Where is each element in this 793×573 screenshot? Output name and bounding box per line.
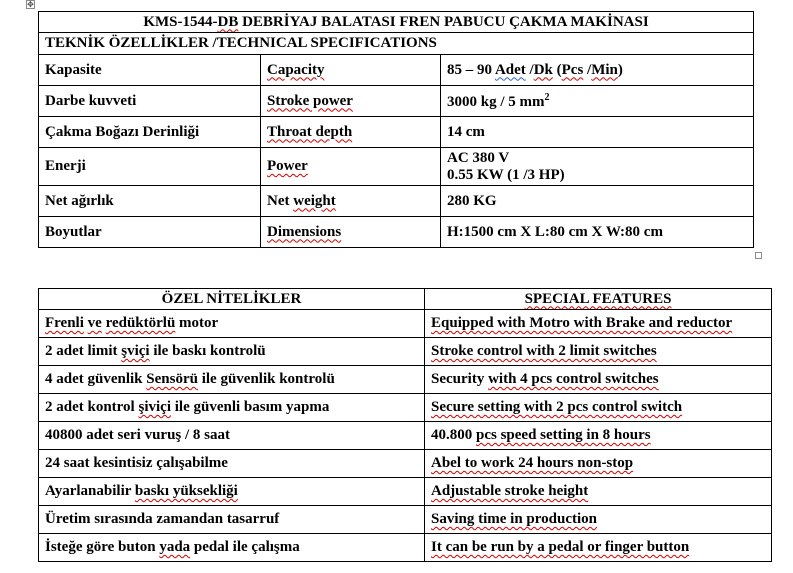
table-row — [39, 55, 754, 86]
feature-tr: Ayarlanabilir baskı yüksekliği — [39, 478, 425, 506]
table-row — [39, 534, 772, 562]
table-row — [39, 394, 772, 422]
table-row — [39, 148, 754, 186]
spec-label-tr: Net ağırlık — [39, 186, 261, 217]
spec-value: 280 KG — [441, 186, 754, 217]
table-row — [39, 506, 772, 534]
features-header-en: SPECIAL FEATURES — [425, 289, 772, 310]
spec-label-en: Throat depth — [261, 117, 441, 148]
table-row — [39, 422, 772, 450]
feature-en: Adjustable stroke height — [425, 478, 772, 506]
spec-value: 3000 kg / 5 $mm^2$ — [441, 86, 754, 117]
spec-label-tr: Çakma Boğazı Derinliği — [39, 117, 261, 148]
table-resize-handle[interactable] — [755, 252, 762, 259]
features-header-tr: ÖZEL NİTELİKLER — [39, 289, 425, 310]
spec-value: AC 380 V 0.55 KW (1 /3 HP) — [441, 148, 754, 186]
feature-tr: 4 adet güvenlik Sensörü ile güvenlik kontrolü — [39, 366, 425, 394]
table-move-handle-icon[interactable]: ✥ — [27, 0, 34, 9]
feature-tr: 24 saat kesintisiz çalışabilme — [39, 450, 425, 478]
spec-value: 14 cm — [441, 117, 754, 148]
feature-tr: 2 adet kontrol şiviçi ile güvenli basım yapma — [39, 394, 425, 422]
specifications-heading: TEKNİK ÖZELLİKLER /TECHNICAL SPECIFICATIONS — [39, 33, 754, 55]
feature-tr: 40800 adet seri vuruş / 8 saat — [39, 422, 425, 450]
spec-value: H:1500 cm X L:80 cm X W:80 cm — [441, 217, 754, 248]
feature-en: Stroke control with 2 limit switches — [425, 338, 772, 366]
feature-en: Saving time in production — [425, 506, 772, 534]
table-row — [39, 86, 754, 117]
feature-tr: Frenli ve redüktörlü motor — [39, 310, 425, 338]
table-row — [39, 117, 754, 148]
table-row — [39, 186, 754, 217]
spec-label-tr: Boyutlar — [39, 217, 261, 248]
spec-label-en: Power — [261, 148, 441, 186]
special-features-table — [38, 288, 772, 562]
spec-label-tr: Enerji — [39, 148, 261, 186]
table-row — [39, 366, 772, 394]
feature-tr: 2 adet limit şviçi ile baskı kontrolü — [39, 338, 425, 366]
spec-label-tr: Darbe kuvveti — [39, 86, 261, 117]
spec-value: 85 – 90 Adet /Dk (Pcs /Min) — [441, 55, 754, 86]
spec-label-en: Capacity — [261, 55, 441, 86]
feature-tr: Üretim sırasında zamandan tasarruf — [39, 506, 425, 534]
table-row — [39, 338, 772, 366]
spec-label-tr: Kapasite — [39, 55, 261, 86]
table-row — [39, 217, 754, 248]
machine-title: KMS-1544-DB DEBRİYAJ BALATASI FREN PABUCU ÇAKMA MAKİNASI — [39, 12, 754, 33]
feature-en: Secure setting with 2 pcs control switch — [425, 394, 772, 422]
feature-tr: İsteğe göre buton yada pedal ile çalışma — [39, 534, 425, 562]
feature-en: Abel to work 24 hours non-stop — [425, 450, 772, 478]
spec-label-en: Net weight — [261, 186, 441, 217]
spec-label-en: Dimensions — [261, 217, 441, 248]
technical-specifications-table — [38, 11, 754, 248]
feature-en: 40.800 pcs speed setting in 8 hours — [425, 422, 772, 450]
table-row — [39, 310, 772, 338]
table-row — [39, 478, 772, 506]
table-row — [39, 450, 772, 478]
feature-en: Security with 4 pcs control switches — [425, 366, 772, 394]
spec-label-en: Stroke power — [261, 86, 441, 117]
feature-en: It can be run by a pedal or finger button — [425, 534, 772, 562]
feature-en: Equipped with Motro with Brake and reductor — [425, 310, 772, 338]
